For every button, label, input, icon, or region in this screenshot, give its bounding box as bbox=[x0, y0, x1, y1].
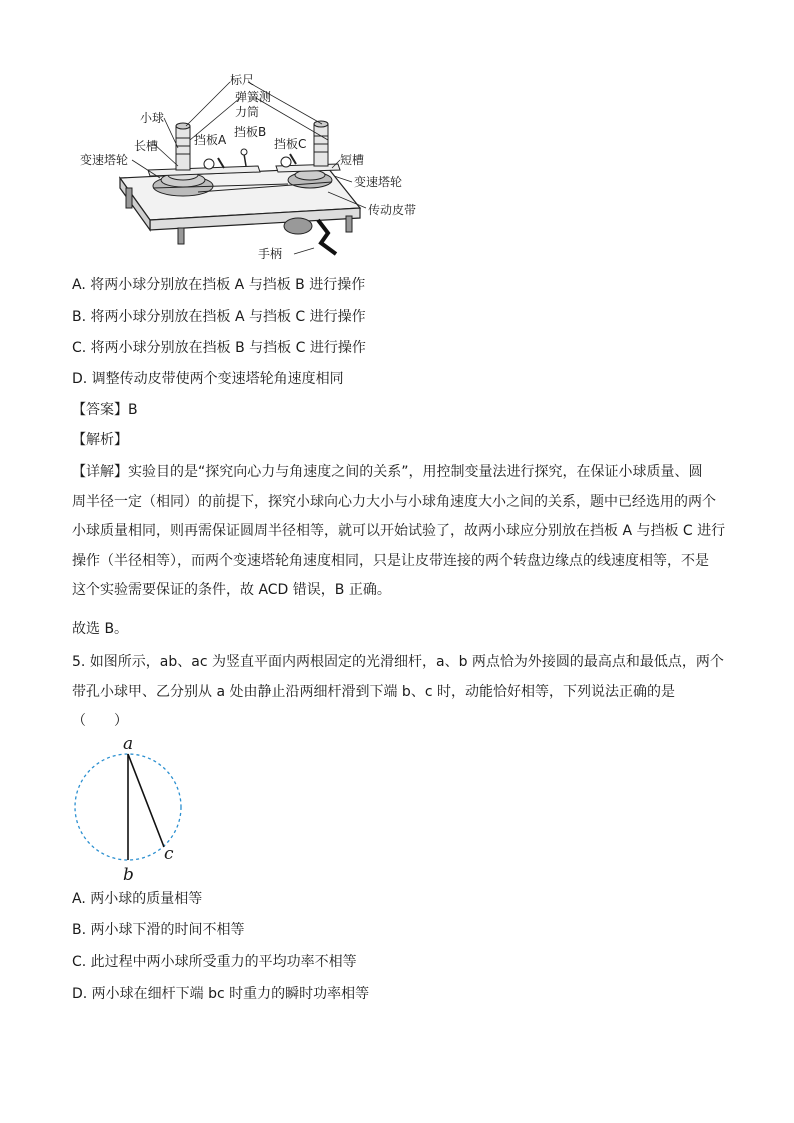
q5-option-d: D. 两小球在细杆下端 bc 时重力的瞬时功率相等 bbox=[72, 986, 370, 1002]
q4-option-c: C. 将两小球分别放在挡板 B 与挡板 C 进行操作 bbox=[72, 340, 366, 356]
label-dangban-c: 挡板C bbox=[274, 137, 307, 151]
detail-paragraph bbox=[72, 458, 726, 606]
detail-line: 小球质量相同，则再需保证圆周半径相等，就可以开始试验了，故两小球应分别放在挡板 A 与挡板 C 进行 bbox=[72, 523, 726, 540]
label-pidai: 传动皮带 bbox=[368, 203, 417, 217]
q4-option-a: A. 将两小球分别放在挡板 A 与挡板 B 进行操作 bbox=[72, 277, 366, 293]
label-tanhuang-2: 力筒 bbox=[235, 105, 260, 119]
label-dangban-b: 挡板B bbox=[234, 125, 267, 139]
circle-rods-figure bbox=[68, 735, 198, 885]
label-tali-left: 变速塔轮 bbox=[80, 153, 129, 167]
detail-line: 这个实验需要保证的条件，故 ACD 错误，B 正确。 bbox=[72, 582, 391, 599]
q5-option-b: B. 两小球下滑的时间不相等 bbox=[72, 922, 245, 938]
choose-line: 故选 B。 bbox=[72, 621, 129, 637]
q5-option-a: A. 两小球的质量相等 bbox=[72, 891, 203, 907]
q5-line: 5. 如图所示，ab、ac 为竖直平面内两根固定的光滑细杆，a、b 两点恰为外接圆的最高点和最低点，两个 bbox=[72, 654, 724, 670]
detail-line: 【详解】实验目的是“探究向心力与角速度之间的关系”，用控制变量法进行探究，在保证小球质量、圆 bbox=[72, 464, 703, 480]
q5-bracket: （ ） bbox=[72, 713, 128, 730]
label-duancao: 短槽 bbox=[340, 153, 365, 167]
q4-option-b: B. 将两小球分别放在挡板 A 与挡板 C 进行操作 bbox=[72, 309, 366, 325]
q5-line: 带孔小球甲、乙分别从 a 处由静止沿两细杆滑到下端 b、c 时，动能恰好相等，下列说法正确的是 bbox=[72, 683, 675, 700]
label-biaochi: 标尺 bbox=[230, 73, 255, 87]
label-tali-right: 变速塔轮 bbox=[354, 175, 403, 189]
point-a-label: a bbox=[123, 735, 134, 754]
detail-line: 周半径一定（相同）的前提下，探究小球向心力大小与小球角速度大小之间的关系，题中已经选用的两个 bbox=[72, 493, 716, 510]
label-changcao: 长槽 bbox=[134, 139, 159, 153]
point-c-label: c bbox=[164, 844, 174, 864]
answer-line: 【答案】B bbox=[72, 402, 138, 418]
point-b-label: b bbox=[123, 865, 134, 885]
label-tanhuang-1: 弹簧测 bbox=[235, 90, 272, 104]
q5-option-c: C. 此过程中两小球所受重力的平均功率不相等 bbox=[72, 954, 357, 970]
detail-line: 操作（半径相等），而两个变速塔轮角速度相同，只是让皮带连接的两个转盘边缘点的线速度相等，不是 bbox=[72, 552, 709, 569]
label-dangban-a: 挡板A bbox=[194, 133, 227, 147]
centripetal-apparatus-figure bbox=[78, 68, 438, 273]
label-shoubing: 手柄 bbox=[258, 247, 283, 261]
label-xiaoqiu: 小球 bbox=[140, 111, 165, 125]
analysis-heading: 【解析】 bbox=[72, 432, 128, 448]
q4-option-d: D. 调整传动皮带使两个变速塔轮角速度相同 bbox=[72, 371, 344, 387]
q5-stem bbox=[72, 648, 722, 737]
